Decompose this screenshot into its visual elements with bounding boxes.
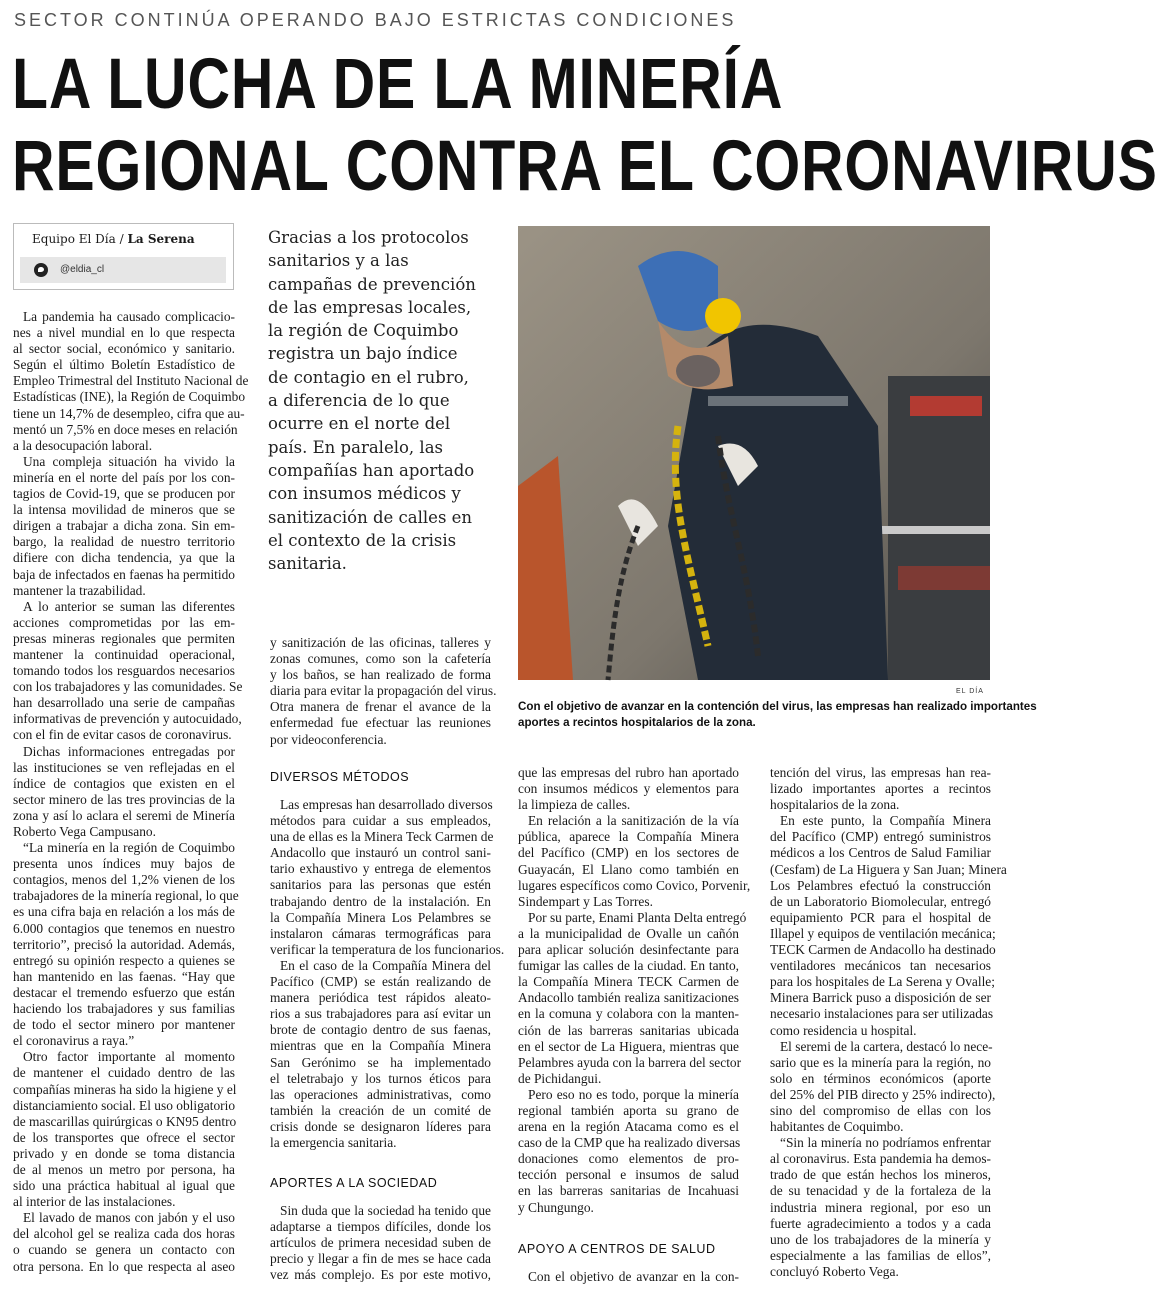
text-line: necesario instalaciones para ser utilizadas	[770, 1006, 994, 1022]
text-line: “La minería en la región de Coquimbo	[23, 840, 235, 856]
text-line: baja de infectados en faenas ha permitido	[13, 566, 235, 582]
text-line: y los baños, se han realizado de forma	[270, 667, 491, 683]
text-line: el coronavirus a raya.”	[13, 1033, 135, 1049]
text-line: Guayacán, El Llano como también en	[518, 861, 739, 877]
text-line: destacar el tremendo esfuerzo que están	[13, 984, 235, 1000]
text-line: sino del compromiso de ellas con los	[770, 1102, 991, 1118]
twitter-icon	[34, 263, 48, 277]
text-line: precio y llegar a fin de mes se hace cada	[270, 1251, 491, 1267]
photo-caption	[518, 699, 1037, 730]
text-line: una de ellas es la Minera Teck Carmen de	[270, 829, 494, 845]
lede	[268, 226, 500, 575]
text-line: de al menos un metro por persona, ha	[13, 1161, 235, 1177]
subhead-apoyo-centros-salud: APOYO A CENTROS DE SALUD	[518, 1242, 716, 1256]
text-line: Por su parte, Enami Planta Delta entregó	[528, 909, 747, 925]
text-line: mantener la trazabilidad.	[13, 582, 146, 598]
text-line: “Sin la minería no podríamos enfrentar	[780, 1135, 991, 1151]
text-line: índice de contagios que existen en el	[13, 775, 235, 791]
text-line: al interior de las instalaciones.	[13, 1194, 176, 1210]
text-line: al coronavirus. Esta pandemia ha demos-	[770, 1151, 991, 1167]
text-line: mantener la continuidad operacional,	[13, 646, 235, 662]
text-line: compañías mineras ha sido la higiene y el	[13, 1081, 237, 1097]
text-line: territorio”, precisó la autoridad. Además,	[13, 936, 235, 952]
byline-separator: /	[119, 232, 124, 246]
text-line: a la municipalidad de Ovalle un cañón	[518, 925, 739, 941]
text-line: El lavado de manos con jabón y el uso	[23, 1210, 235, 1226]
text-line: San Gerónimo se ha implementado	[270, 1054, 491, 1070]
text-line: del Pacífico (CMP) entregó suministros	[770, 829, 991, 845]
text-line: en las barreras sanitarias de Incahuasi	[518, 1183, 739, 1199]
text-line: crisis donde se designaron líderes para	[270, 1118, 491, 1134]
text-line: zona y así lo aclara el seremi de Minería	[13, 807, 235, 823]
lede-line: sanitaria.	[268, 554, 347, 574]
text-line: manera periódica test rápidos aleato-	[270, 990, 491, 1006]
text-line: enfermedad fue efectuar las reuniones	[270, 715, 491, 731]
text-line: de los transportes que ofrece el sector	[13, 1129, 235, 1145]
photo-miner-handling-chains	[518, 226, 990, 680]
text-line: sector minero de las tres provincias de la	[13, 791, 235, 807]
text-line: solo en términos económicos (aporte	[770, 1070, 991, 1086]
text-line: vez más complejo. Es por este motivo,	[270, 1267, 491, 1283]
text-line: artículos de primera necesidad suben de	[270, 1235, 491, 1251]
text-line: Los Pelambres efectuó la construcción	[770, 877, 991, 893]
caption-line: Con el objetivo de avanzar en la contención del virus, las empresas han realizado importantes	[518, 700, 1037, 713]
text-line: del 25% del PIB directo y 25% indirecto),	[770, 1086, 996, 1102]
text-line: Minera Barrick puso a disposición de ser	[770, 990, 991, 1006]
text-line: nes a nivel mundial en lo que respecta	[13, 325, 235, 341]
text-line: Pero eso no es todo, porque la minería	[528, 1086, 739, 1102]
text-line: otra persona. En lo que respecta al aseo	[13, 1258, 235, 1274]
text-line: Andacollo también realiza sanitizaciones	[518, 990, 739, 1006]
text-line: es una cifra baja en relación a los más de	[13, 904, 235, 920]
text-line: mientras que en la Compañía Minera	[270, 1038, 491, 1054]
text-line: al sector social, económico y sanitario.	[13, 341, 235, 357]
lede-line: ocurre en el norte del	[268, 414, 451, 434]
text-line: 6.000 contagios que tenemos en nuestro	[13, 920, 235, 936]
text-line: En relación a la sanitización de la vía	[528, 813, 739, 829]
text-line: las operaciones administrativas, como	[270, 1086, 491, 1102]
text-line: privado y en donde se toma distancia	[13, 1145, 235, 1161]
text-line: en la comuna y colabora con la manten-	[518, 1006, 739, 1022]
text-line: trabajadores de la minería regional, lo que	[13, 888, 239, 904]
text-line: tario exhaustivo y entrega de elementos	[270, 861, 491, 877]
text-line: informativas de prevención y autocuidado,	[13, 711, 242, 727]
text-line: médicos a los Centros de Salud Familiar	[770, 845, 991, 861]
lede-line: compañías han aportado	[268, 460, 475, 480]
lede-line: registra un bajo índice	[268, 344, 458, 364]
text-line: haciendo los trabajadores y sus familias	[13, 1001, 235, 1017]
text-line: bargo, la realidad de nuestro territorio	[13, 534, 235, 550]
text-line: sario que es la minería para la región, no	[770, 1054, 991, 1070]
text-line: regional también aporta su grano de	[518, 1102, 739, 1118]
text-line: fuerte agradecimiento a todos y a cada	[770, 1215, 991, 1231]
text-line: para aplicar solución desinfectante para	[518, 942, 739, 958]
lede-line: sanitarios y a las	[268, 251, 409, 271]
text-line: por videoconferencia.	[270, 731, 387, 747]
text-line: instalaron cámaras termográficas para	[270, 925, 491, 941]
text-line: dirigen a trabajar a dicha zona. Sin em-	[13, 518, 235, 534]
twitter-bar[interactable]	[20, 257, 226, 283]
text-line: tección personal e insumos de salud	[518, 1167, 739, 1183]
text-line: En este punto, la Compañía Minera	[780, 813, 991, 829]
text-line: del alcohol gel se realiza cada dos horas	[13, 1226, 235, 1242]
text-line: Illapel y equipos de ventilación mecánica;	[770, 925, 996, 941]
text-line: Estadísticas (INE), la Región de Coquimbo	[13, 389, 246, 405]
text-line: para los hospitales de La Serena y Ovalle;	[770, 974, 995, 990]
column-4	[770, 765, 1007, 1280]
text-line: lugares específicos como Covico, Porvenir,	[518, 877, 751, 893]
column-2-top	[270, 635, 497, 748]
text-line: diaria para evitar la propagación del virus.	[270, 683, 497, 699]
text-line: como residencia u hospital.	[770, 1022, 917, 1038]
text-line: Empleo Trimestral del Instituto Nacional de	[13, 373, 249, 389]
headline-line-1: LA LUCHA DE LA MINERÍA	[12, 45, 784, 124]
text-line: Dichas informaciones entregadas por	[23, 743, 235, 759]
text-line: arena en la región Atacama como es el	[518, 1119, 739, 1135]
text-line: o cuando se genera un contacto con	[13, 1242, 235, 1258]
text-line: difiere con dicha tendencia, ya que la	[13, 550, 235, 566]
column-2-middle	[270, 797, 505, 1151]
text-line: Roberto Vega Campusano.	[13, 824, 156, 839]
text-line: ventiladores mecánicos tan necesarios	[770, 958, 991, 974]
text-line: con los trabajadores y las comunidades. Se	[13, 679, 243, 695]
text-line: El seremi de la cartera, destacó lo nece-	[780, 1038, 993, 1054]
text-line: Otro factor importante al momento	[23, 1049, 235, 1065]
text-line: especialmente a las familias de ellos”,	[770, 1247, 991, 1263]
lede-line: campañas de prevención	[268, 274, 476, 294]
text-line: de todo el sector minero por mantener	[13, 1017, 235, 1033]
text-line: el teletrabajo y los turnos éticos para	[270, 1070, 491, 1086]
text-line: equipamiento PCR para el hospital de	[770, 909, 991, 925]
text-line: mentó un 7,5% en doce meses en relación	[13, 421, 238, 437]
text-line: ción de las barreras sanitarias ubicada	[518, 1022, 739, 1038]
text-line: Según el último Boletín Estadístico de	[13, 357, 235, 373]
lede-line: a diferencia de lo que	[268, 391, 450, 411]
text-line: acciones comprometidas por las em-	[13, 614, 235, 630]
text-line: A lo anterior se suman las diferentes	[23, 598, 235, 614]
text-line: de un Laboratorio Biomolecular, entregó	[770, 893, 991, 909]
text-line: zonas comunes, como son la cafetería	[270, 651, 491, 667]
text-line: a la desocupación laboral.	[13, 437, 153, 453]
text-line: de Pichidangui.	[518, 1070, 602, 1086]
text-line: tomando todos los resguardos necesarios	[13, 663, 235, 679]
text-line: Andacollo que instauró un control sani-	[270, 845, 491, 861]
text-line: Pelambres ayuda con la barrera del sector	[518, 1054, 742, 1070]
text-line: han mantenido en las faenas. “Hay que	[13, 968, 235, 984]
headline-line-2: REGIONAL CONTRA EL CORONAVIRUS	[12, 127, 1158, 206]
text-line: de su tenacidad y de la fortaleza de la	[770, 1183, 991, 1199]
kicker: SECTOR CONTINÚA OPERANDO BAJO ESTRICTAS CONDICIONES	[14, 10, 737, 30]
text-line: En el caso de la Compañía Minera del	[280, 957, 491, 973]
lede-line: país. En paralelo, las	[268, 437, 443, 457]
text-line: tagios de Covid-19, que se producen por	[13, 486, 235, 502]
text-line: presenta unos índices muy bajos de	[13, 856, 235, 872]
text-line: La pandemia ha causado complicacio-	[23, 309, 235, 324]
text-line: TECK Carmen de Andacollo ha destinado	[770, 942, 996, 958]
text-line: y sanitización de las oficinas, talleres y	[270, 635, 491, 650]
text-line: Sindempart y Las Torres.	[518, 893, 653, 909]
text-line: del Pacífico (CMP) en los sectores de	[518, 845, 739, 861]
photo-credit: EL DÍA	[956, 688, 984, 695]
text-line: métodos para cuidar a sus empleados,	[270, 813, 491, 829]
text-line: en el sector de La Higuera, mientras que	[518, 1038, 739, 1054]
byline-location: La Serena	[127, 232, 195, 246]
lede-line: con insumos médicos y	[268, 484, 461, 504]
text-line: tiene un 14,7% de desempleo, cifra que au-	[13, 405, 245, 421]
text-line: hospitalarios de la zona.	[770, 797, 900, 813]
text-line: Sin duda que la sociedad ha tenido que	[280, 1203, 491, 1218]
text-line: de mantener el cuidado dentro de las	[13, 1065, 235, 1081]
caption-line: aportes a recintos hospitalarios de la zona.	[518, 715, 756, 729]
text-line: brote de contagio dentro de sus faenas,	[270, 1022, 491, 1038]
text-line: sido una práctica habitual al igual que	[13, 1178, 235, 1194]
text-line: presas mineras regionales que permiten	[13, 630, 235, 646]
text-line: Pacífico (CMP) se están realizando de	[270, 974, 491, 990]
byline-author: Equipo El Día	[32, 232, 116, 246]
text-line: fumigar las calles de la ciudad. En tanto,	[518, 958, 739, 974]
text-line: Con el objetivo de avanzar en la con-	[528, 1269, 739, 1284]
text-line: con el fin de evitar casos de coronavirus.	[13, 727, 232, 743]
text-line: de mascarillas quirúrgicas o KN95 dentro	[13, 1113, 237, 1129]
lede-line: el contexto de la crisis	[268, 530, 457, 550]
text-line: Las empresas han desarrollado diversos	[280, 797, 493, 812]
text-line: caso de la CMP que ha realizado diversas	[518, 1135, 741, 1151]
text-line: (Cesfam) de La Higuera y San Juan; Minera	[770, 861, 1007, 877]
lede-line: de contagio en el rubro,	[268, 367, 469, 387]
text-line: lizado importantes aportes a recintos	[770, 781, 991, 797]
text-line: entregó su opinión respecto a quienes se	[13, 952, 235, 968]
text-line: y Chungungo.	[518, 1199, 594, 1215]
text-line: distanciamiento social. El uso obligatorio	[13, 1097, 236, 1113]
text-line: la Compañía Minera Los Pelambres se	[270, 909, 491, 925]
lede-line: Gracias a los protocolos	[268, 228, 469, 247]
text-line: la Compañía Minera TECK Carmen de	[518, 974, 739, 990]
text-line: la limpieza de calles.	[518, 797, 631, 813]
text-line: pública, aparece la Compañía Minera	[518, 829, 739, 845]
column-1	[13, 309, 249, 1275]
text-line: adaptarse a tiempos difíciles, donde los	[270, 1219, 491, 1235]
text-line: han desarrollado una serie de campañas	[13, 695, 235, 711]
text-line: Una compleja situación ha vivido la	[23, 453, 235, 469]
lede-line: de las empresas locales,	[268, 297, 472, 317]
text-line: trabajando dentro de la instalación. En	[270, 893, 491, 909]
text-line: industria minera regional, por eso un	[770, 1199, 991, 1215]
text-line: uno de los trabajadores de la minería y	[770, 1231, 991, 1247]
text-line: la emergencia sanitaria.	[270, 1134, 397, 1150]
text-line: las instituciones se ven reflejadas en el	[13, 759, 235, 775]
column-2-bottom	[270, 1203, 491, 1283]
lede-line: sanitización de calles en	[268, 507, 473, 527]
text-line: donaciones como elementos de pro-	[518, 1151, 739, 1167]
lede-line: la región de Coquimbo	[268, 321, 459, 341]
subhead-diversos-metodos: DIVERSOS MÉTODOS	[270, 770, 410, 784]
text-line: rios a sus trabajadores para así evitar un	[270, 1006, 491, 1022]
text-line: Otra manera de frenar el avance de la	[270, 699, 491, 715]
headline	[12, 44, 1158, 208]
text-line: habitantes de Coquimbo.	[770, 1119, 904, 1135]
text-line: la intensa movilidad de mineros que se	[13, 502, 235, 518]
twitter-handle[interactable]: @eldia_cl	[60, 264, 105, 275]
photo	[518, 226, 990, 680]
text-line: que las empresas del rubro han aportado	[518, 765, 739, 780]
text-line: también la creación de un comité de	[270, 1102, 491, 1118]
column-3-bottom	[518, 1269, 739, 1285]
text-line: trado de que están hechos los mineros,	[770, 1167, 991, 1183]
text-line: contagios, menos del 1,2% vienen de los	[13, 872, 235, 888]
column-3	[518, 765, 751, 1216]
text-line: minería en el norte del país por los con-	[13, 469, 235, 485]
subhead-aportes-sociedad: APORTES A LA SOCIEDAD	[270, 1176, 438, 1190]
text-line: con insumos médicos y elementos para	[518, 781, 739, 797]
byline	[32, 232, 195, 246]
text-line: verificar la temperatura de los funcionarios.	[270, 941, 505, 957]
byline-box	[13, 223, 234, 290]
text-line: concluyó Roberto Vega.	[770, 1263, 899, 1279]
text-line: sanitarios para las personas que estén	[270, 877, 491, 893]
text-line: tención del virus, las empresas han rea-	[770, 765, 991, 780]
